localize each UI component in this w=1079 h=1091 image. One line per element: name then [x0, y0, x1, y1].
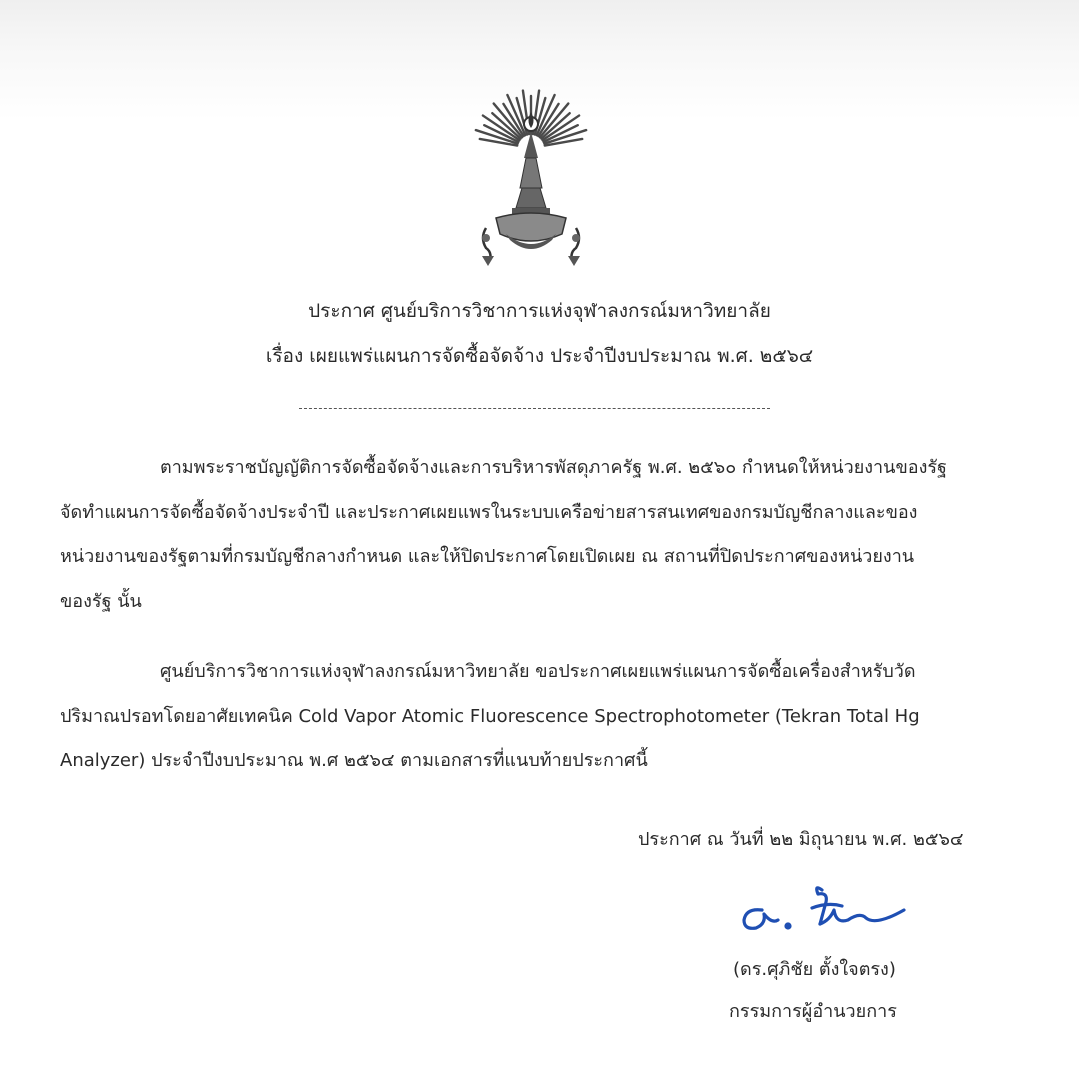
paragraph-line: ตามพระราชบัญญัติการจัดซื้อจัดจ้างและการบริหารพัสดุภาครัฐ พ.ศ. ๒๕๖๐ กำหนดให้หน่วยงานของรัฐ [160, 457, 947, 478]
announcement-date: ประกาศ ณ วันที่ ๒๒ มิถุนายน พ.ศ. ๒๕๖๔ [638, 829, 964, 850]
paragraph-line: หน่วยงานของรัฐตามที่กรมบัญชีกลางกำหนด และให้ปิดประกาศโดยเปิดเผย ณ สถานที่ปิดประกาศของหน่วยงาน [60, 546, 915, 567]
paragraph-line: Analyzer) ประจำปีงบประมาณ พ.ศ ๒๕๖๔ ตามเอกสารที่แนบท้ายประกาศนี้ [60, 750, 648, 771]
handwritten-signature [736, 880, 912, 944]
announcement-header: ประกาศ ศูนย์บริการวิชาการแห่งจุฬาลงกรณ์มหาวิทยาลัย [308, 300, 771, 322]
signer-name: (ดร.ศุภิชัย ตั้งใจตรง) [733, 959, 896, 980]
paragraph-line: ศูนย์บริการวิชาการแห่งจุฬาลงกรณ์มหาวิทยาลัย ขอประกาศเผยแพร่แผนการจัดซื้อเครื่องสำหรับวัด [160, 661, 916, 682]
paragraph-line: จัดทำแผนการจัดซื้อจัดจ้างประจำปี และประกาศเผยแพรในระบบเครือข่ายสารสนเทศของกรมบัญชีกลางและของ [60, 501, 918, 523]
paragraph-line: ของรัฐ นั้น [60, 590, 142, 612]
body-paragraph-2 [60, 650, 1010, 784]
signer-title: กรรมการผู้อำนวยการ [729, 1001, 897, 1022]
dashed-separator [299, 408, 770, 409]
announcement-subject: เรื่อง เผยแพร่แผนการจัดซื้อจัดจ้าง ประจำปีงบประมาณ พ.ศ. ๒๕๖๔ [265, 345, 814, 367]
paragraph-line: ปริมาณปรอทโดยอาศัยเทคนิค Cold Vapor Atomic Fluorescence Spectrophotometer (Tekran Total Hg [60, 705, 920, 727]
university-emblem-icon [466, 88, 596, 270]
body-paragraph-1 [60, 446, 1010, 624]
